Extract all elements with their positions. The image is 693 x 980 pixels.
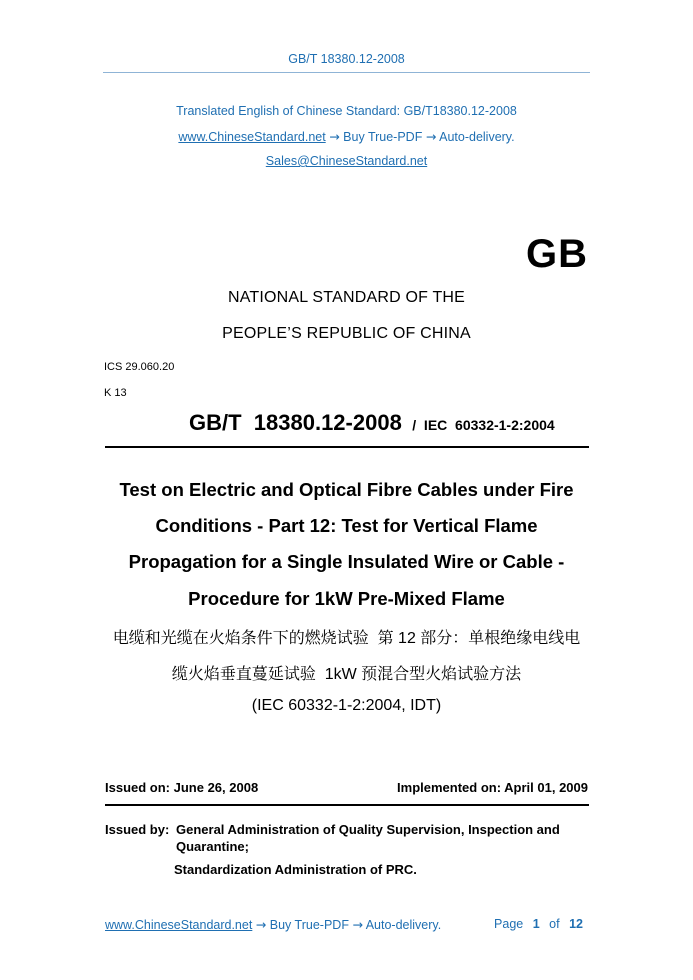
header-divider [103, 72, 590, 73]
issuer-2: Standardization Administration of PRC. [174, 862, 417, 877]
title-en-line3: Propagation for a Single Insulated Wire or Cable - [128, 551, 565, 572]
page-current: 1 [532, 917, 540, 931]
translated-notice: Translated English of Chinese Standard: GB/T18380.12-2008 [176, 104, 517, 118]
buy-pdf-text: Buy True-PDF [343, 130, 423, 144]
issuer-1-line2: Quarantine; [176, 839, 249, 854]
title-en-line4: Procedure for 1kW Pre-Mixed Flame [188, 588, 505, 609]
page-total: 12 [569, 917, 583, 931]
implemented-on: Implemented on: April 01, 2009 [397, 780, 588, 795]
title-en-line1: Test on Electric and Optical Fibre Cables under Fire [119, 479, 574, 500]
ccs-code: K 13 [104, 387, 127, 399]
page-indicator [494, 917, 583, 931]
dates-divider [105, 804, 589, 806]
national-standard-line1: NATIONAL STANDARD OF THE [227, 289, 466, 306]
issued-on: Issued on: June 26, 2008 [105, 780, 259, 795]
standard-number [189, 410, 555, 436]
arrow-icon: → [425, 129, 437, 144]
promo-line [0, 129, 693, 144]
arrow-icon: → [329, 129, 340, 144]
gb-mark: GB [526, 232, 588, 276]
idt-reference: (IEC 60332-1-2:2004, IDT) [251, 697, 442, 714]
arrow-icon: → [352, 917, 363, 932]
site-link[interactable]: www.ChineseStandard.net [178, 130, 326, 144]
title-cn-line2: 缆火焰垂直蔓延试验 1kW 预混合型火焰试验方法 [171, 666, 522, 683]
email-line [0, 154, 693, 168]
footer-auto-delivery-text: Auto-delivery. [365, 918, 442, 932]
title-en-line2: Conditions - Part 12: Test for Vertical Flame [155, 515, 538, 536]
standard-number-main: GB/T 18380.12-2008 [189, 410, 402, 435]
auto-delivery-text: Auto-delivery. [439, 130, 515, 144]
standard-equivalent: / IEC 60332-1-2:2004 [412, 417, 555, 433]
issued-by-label: Issued by: [105, 822, 170, 837]
sales-email-link[interactable]: Sales@ChineseStandard.net [265, 154, 428, 168]
national-standard-line2: PEOPLE’S REPUBLIC OF CHINA [222, 325, 471, 342]
title-cn-line1: 电缆和光缆在火焰条件下的燃烧试验 第 12 部分：单根绝缘电线电 [112, 630, 581, 647]
issuer-1-line1: General Administration of Quality Supervision, Inspection and [176, 822, 560, 837]
arrow-icon: → [255, 917, 267, 932]
title-divider [105, 446, 589, 448]
page-of: of [549, 917, 560, 931]
footer-promo [105, 917, 441, 932]
ics-code: ICS 29.060.20 [104, 361, 175, 373]
page-label: Page [494, 917, 524, 931]
footer-buy-pdf-text: Buy True-PDF [269, 918, 349, 932]
footer-site-link[interactable]: www.ChineseStandard.net [105, 918, 253, 932]
page-header-title: GB/T 18380.12-2008 [288, 52, 405, 66]
